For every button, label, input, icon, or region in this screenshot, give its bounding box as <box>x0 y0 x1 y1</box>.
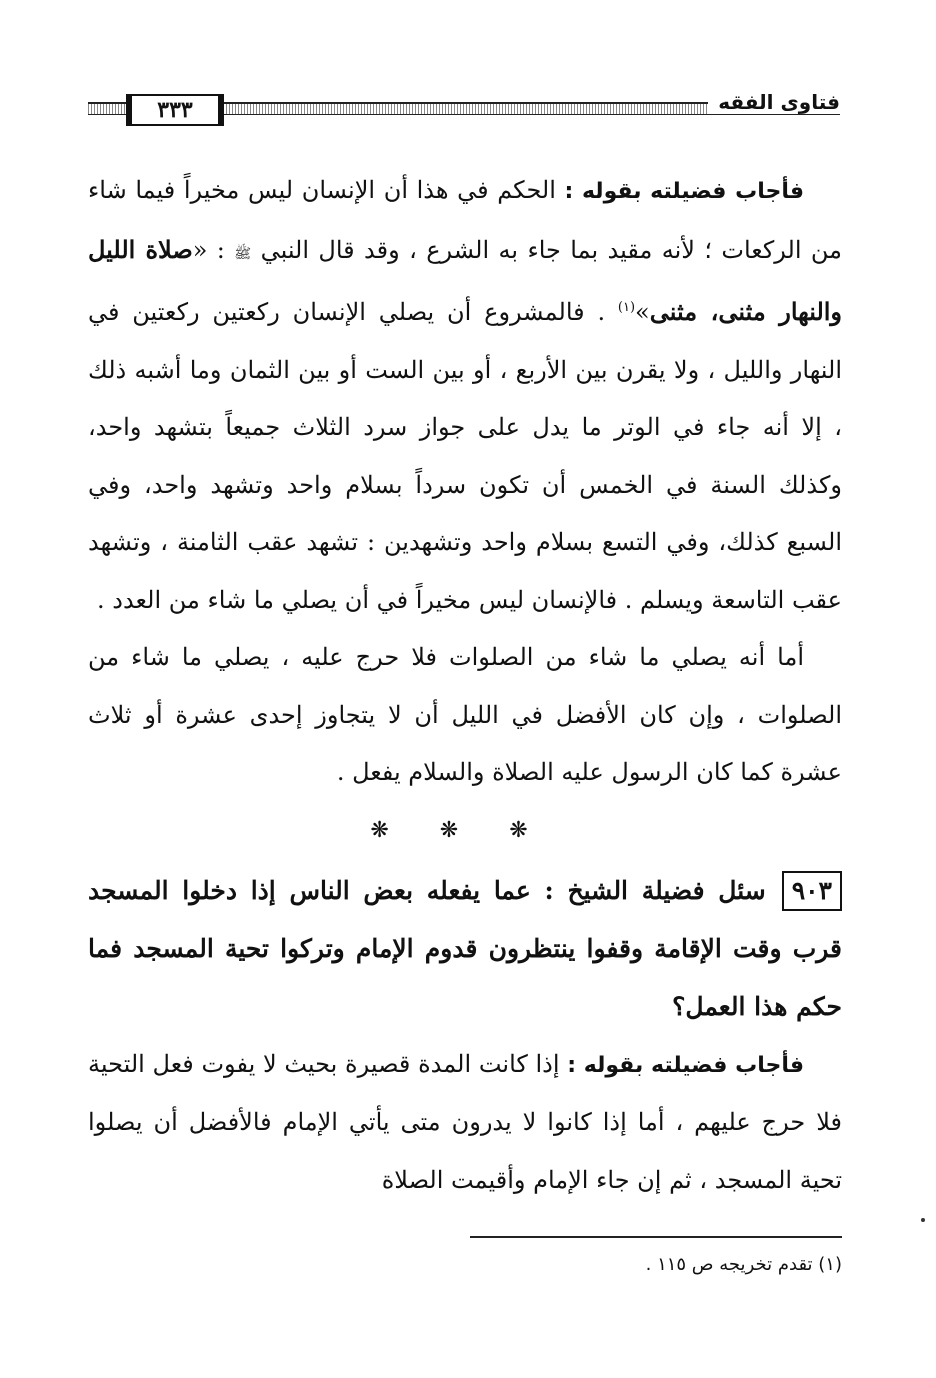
question-paragraph <box>88 862 842 1036</box>
answer-lead-2: فأجاب فضيلته بقوله : <box>567 1052 804 1078</box>
footnote: (١) تقدم تخريجه ص ١١٥ . <box>645 1254 842 1275</box>
hadith-text: صلاة الليل والنهار مثنى، مثنى <box>88 234 843 326</box>
answer-paragraph-2: أما أنه يصلي ما شاء من الصلوات فلا حرج عليه ، يصلي ما شاء من الصلوات ، وإن كان الأفضل في الليل أن لا يتجاوز إحدى عشرة أو ثلاث عشرة كما كان الرسول عليه الصلاة والسلام يفعل . <box>88 643 842 786</box>
answer-paragraph-1 <box>88 162 842 629</box>
question-number-box: ٩٠٣ <box>782 871 842 911</box>
honorific-symbol: ﷺ <box>234 245 252 262</box>
answer-lead: فأجاب فضيلته بقوله : <box>564 179 804 204</box>
page-number: ٣٣٣ <box>126 94 224 126</box>
section-separator: ❋ ❋ ❋ <box>370 817 550 843</box>
question-text: سئل فضيلة الشيخ : عما يفعله بعض الناس إذا دخلوا المسجد قرب وقت الإقامة وقفوا ينتظرون قدوم الإمام وتركوا تحية المسجد فما حكم هذا العمل؟ <box>88 875 842 1021</box>
quote-close: » <box>635 298 650 326</box>
page-body <box>88 162 842 1209</box>
answer-text-intro: الحكم في هذا أن الإنسان ليس مخيراً فيما شاء من الركعات ؛ لأنه مقيد بما جاء به الشرع ، وقد قال النبي <box>88 176 842 264</box>
answer-text-main: . فالمشروع أن يصلي الإنسان ركعتين ركعتين في النهار والليل ، ولا يقرن بين الأربع ، أو بين الست أو بين الثمان وما أشبه ذلك ، إلا أنه جاء في الوتر ما يدل على جواز سرد الثلاث جميعاً بتشهد واحد، وكذلك السنة في الخمس أن تكون سرداً بسلام واحد وتشهد واحد، وفي السبع كذلك، وفي التسع بسلام واحد وتشهدين : تشهد عقب الثامنة ، وتشهد عقب التاسعة ويسلم . فالإنسان ليس مخيراً في أن يصلي ما شاء من العدد . <box>88 298 842 614</box>
footnote-marker[interactable]: (١) <box>617 300 636 315</box>
answer-text-2: إذا كانت المدة قصيرة بحيث لا يفوت فعل التحية فلا حرج عليهم ، أما إذا كانوا لا يدرون متى يأتي الإمام فالأفضل أن يصلوا تحية المسجد ، ثم إن جاء الإمام وأقيمت الصلاة <box>88 1049 842 1194</box>
book-title: فتاوى الفقه <box>708 90 840 114</box>
answer-paragraph-3 <box>88 1036 842 1210</box>
running-header <box>88 82 840 130</box>
quote-open: : « <box>192 235 235 264</box>
scan-speck <box>921 1218 925 1222</box>
footnote-divider <box>470 1236 842 1238</box>
